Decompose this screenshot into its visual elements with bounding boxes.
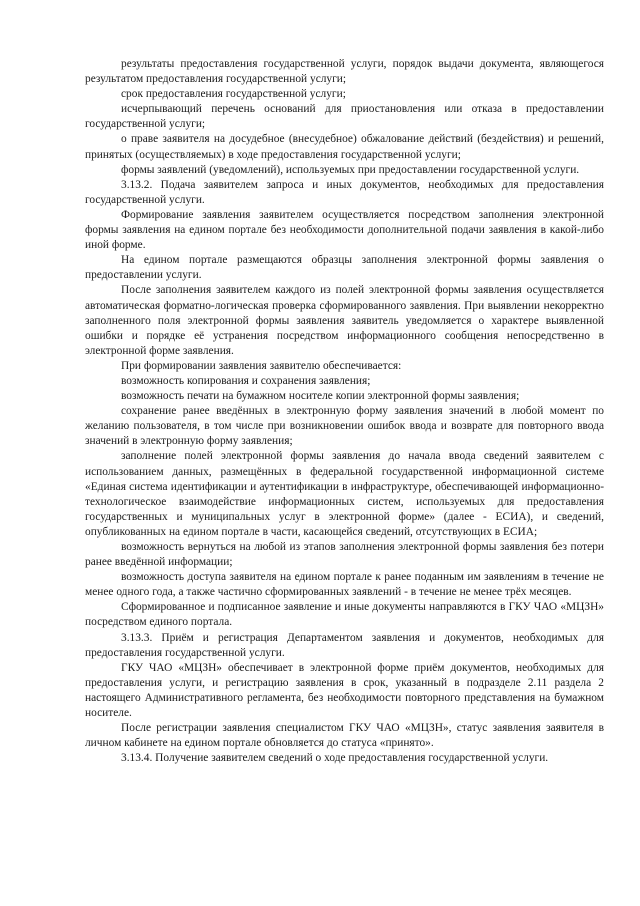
- section-heading-3-13-3: 3.13.3. Приём и регистрация Департаментом заявления и документов, необходимых для предоставления государственной услуги.: [85, 631, 604, 659]
- section-heading-3-13-4: 3.13.4. Получение заявителем сведений о ходе предоставления государственной услуги.: [121, 752, 549, 765]
- paragraph-14: заполнение полей электронной формы заявления до начала ввода сведений заявителем с использованием данных, размещённых в федеральной государственной информационной системе «Единая система идентификации и аутентификации в инфраструктуре, обеспечивающей информационно-технологическое взаимодействие информационных систем, используемых для предоставления государственных и муниципальных услуг в электронной форме» (далее - ЕСИА), и сведений, опубликованных на едином портале в части, касающейся сведений, отсутствующих в ЕСИА;: [85, 450, 604, 538]
- paragraph-20: После регистрации заявления специалистом ГКУ ЧАО «МЦЗН», статус заявления заявителя в личном кабинете на едином портале обновляется до статуса «принято».: [85, 722, 604, 750]
- paragraph-3: исчерпывающий перечень оснований для приостановления или отказа в предоставлении государственной услуги;: [85, 103, 604, 131]
- paragraph-5: формы заявлений (уведомлений), используемых при предоставлении государственной услуги.: [121, 163, 580, 176]
- paragraph-16: возможность доступа заявителя на едином портале к ранее поданным им заявлениям в течение не менее одного года, а также частично сформированных заявлений - в течение не менее трёх месяцев.: [85, 571, 604, 599]
- paragraph-13: сохранение ранее введённых в электронную форму заявления значений в любой момент по желанию пользователя, в том числе при возникновении ошибок ввода и возврате для повторного ввода значений в электронную форму заявления;: [85, 405, 604, 448]
- paragraph-19: ГКУ ЧАО «МЦЗН» обеспечивает в электронной форме приём документов, необходимых для предоставления услуги, и регистрацию заявления в срок, указанный в подразделе 2.11 раздела 2 настоящего Административного регламента, без необходимости повторного представления на бумажном носителе.: [85, 661, 604, 720]
- paragraph-12: возможность печати на бумажном носителе копии электронной формы заявления;: [121, 390, 520, 403]
- paragraph-1: результаты предоставления государственной услуги, порядок выдачи документа, являющегося результатом предоставления государственной услуги;: [85, 58, 604, 86]
- paragraph-9: После заполнения заявителем каждого из полей электронной формы заявления осуществляется автоматическая форматно-логическая проверка сформированного заявления. При выявлении некорректно заполненного поля электронной формы заявления заявитель уведомляется о характере выявленной ошибки и порядке её устранения посредством информационного сообщения непосредственно в электронной форме заявления.: [85, 284, 604, 357]
- paragraph-7: Формирование заявления заявителем осуществляется посредством заполнения электронной формы заявления на едином портале без необходимости дополнительной подачи заявления в какой-либо иной форме.: [85, 208, 604, 252]
- document-page: [85, 57, 604, 766]
- paragraph-15: возможность вернуться на любой из этапов заполнения электронной формы заявления без потери ранее введённой информации;: [85, 541, 604, 569]
- paragraph-2: срок предоставления государственной услуги;: [121, 88, 346, 101]
- paragraph-4: о праве заявителя на досудебное (внесудебное) обжалование действий (бездействия) и решений, принятых (осуществляемых) в ходе предоставления государственной услуги;: [85, 133, 604, 161]
- paragraph-8: На едином портале размещаются образцы заполнения электронной формы заявления о предоставлении услуги.: [85, 254, 604, 282]
- paragraph-17: Сформированное и подписанное заявление и иные документы направляются в ГКУ ЧАО «МЦЗН» посредством единого портала.: [85, 601, 604, 629]
- paragraph-11: возможность копирования и сохранения заявления;: [121, 374, 371, 387]
- paragraph-10: При формировании заявления заявителю обеспечивается:: [121, 359, 402, 372]
- section-heading-3-13-2: 3.13.2. Подача заявителем запроса и иных документов, необходимых для предоставления государственной услуги.: [85, 178, 604, 206]
